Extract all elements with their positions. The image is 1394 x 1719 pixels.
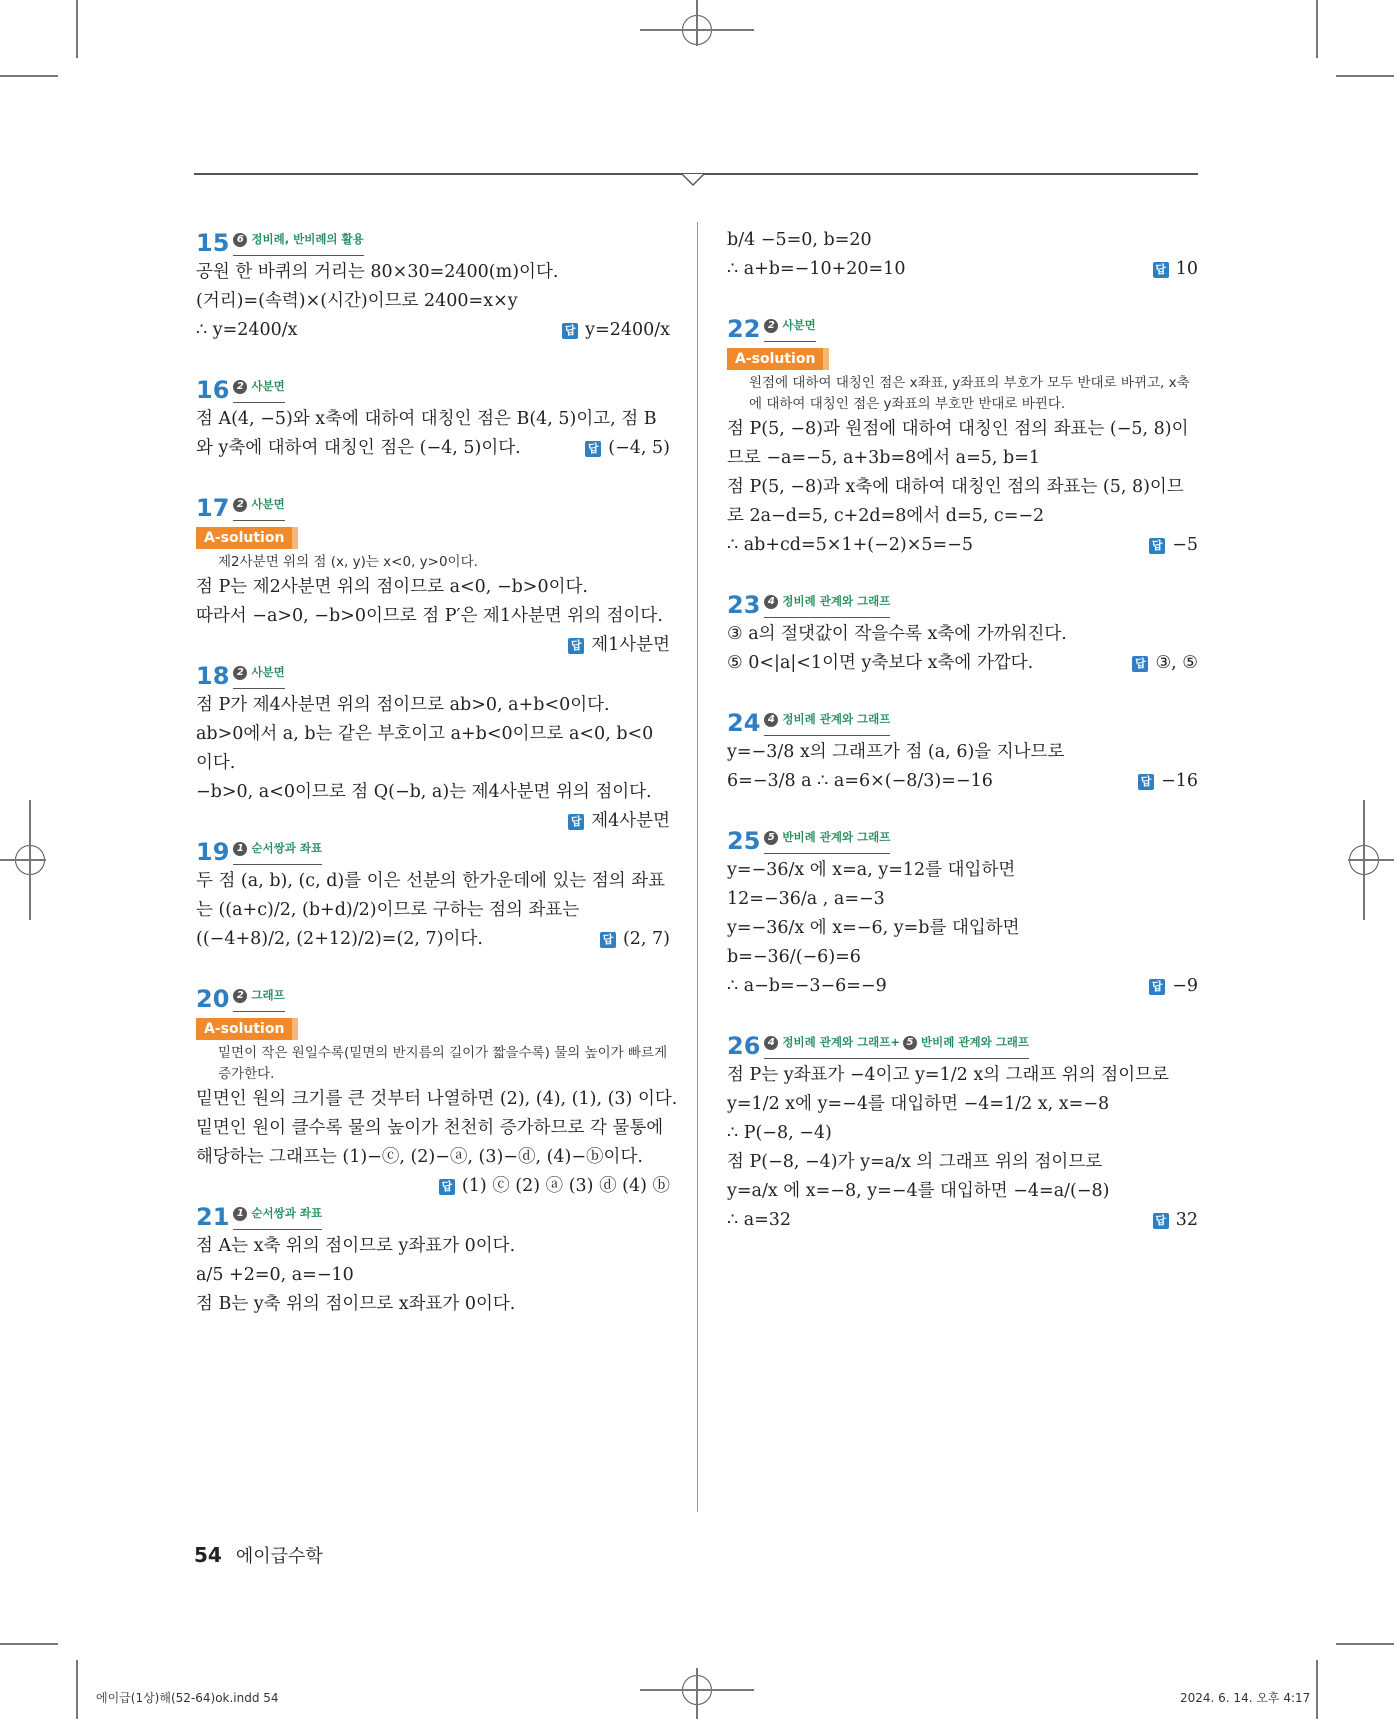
answer [585,434,670,463]
crop-mark [1336,75,1394,77]
solution-hint: 에 대하여 대칭인 점은 y좌표의 부호만 반대로 바뀐다. [749,396,1066,412]
problem-number: 23 [727,591,761,619]
solution-line [196,749,670,778]
topic-number-icon: 2 [233,989,247,1003]
problem-19 [196,829,670,954]
solution-text: b=−36/(−6)=6 [727,947,861,967]
answer [562,316,670,345]
topic-label: 순서쌍과 좌표 [251,1206,323,1220]
solution-line [196,573,670,602]
answer-value: −5 [1172,535,1198,555]
topic-label: 사분면 [251,379,285,393]
problem-header [196,220,670,256]
topic-number-icon: 5 [903,1036,917,1050]
topic-number-icon: 5 [764,831,778,845]
solution-text: (거리)=(속력)×(시간)이므로 2400=x×y [196,291,518,311]
solution-text: y=−36/x 에 x=−6, y=b를 대입하면 [727,918,1020,938]
solution-text: 12=−36/a , a=−3 [727,889,885,909]
topic-tag [233,225,363,256]
crop-mark [1336,1643,1394,1645]
solution-line [196,720,670,749]
solution-text: −b>0, a<0이므로 점 Q(−b, a)는 제4사분면 위의 점이다. [196,782,652,802]
topic-number-icon: 1 [233,1207,247,1221]
solution-text: b/4 −5=0, b=20 [727,230,872,250]
solution-line [727,1061,1198,1090]
solution-line [196,258,670,287]
topic-tag [764,1028,1029,1059]
solution-line [727,738,1198,767]
solution-line [196,287,670,316]
solution-line [727,473,1198,502]
topic-label: 정비례 관계와 그래프+ [782,1035,901,1049]
problem-number: 24 [727,709,761,737]
solution-line [727,885,1198,914]
solution-text: 밑면인 원이 클수록 물의 높이가 천천히 증가하므로 각 물통에 [196,1118,664,1138]
a-solution-badge: A-solution [196,527,298,549]
solution-line [196,925,670,954]
problem-18 [196,653,670,831]
solution-text: 두 점 (a, b), (c, d)를 이은 선분의 한가운데에 있는 점의 좌표 [196,871,666,891]
left-column [196,220,678,1319]
topic-number-icon: 6 [233,233,247,247]
answer-value: 32 [1175,1210,1198,1230]
topic-tag [233,490,284,521]
solution-line [196,691,670,720]
topic-tag [233,1199,322,1230]
solution-line [196,1085,678,1114]
solution-text: 이다. [196,753,236,773]
answer [1149,531,1198,560]
solution-hint: 제2사분면 위의 점 (x, y)는 x<0, y>0이다. [218,554,478,570]
topic-number-icon: 4 [764,713,778,727]
topic-number-icon: 4 [764,595,778,609]
a-solution-badge: A-solution [196,1018,298,1040]
solution-text: y=a/x 에 x=−8, y=−4를 대입하면 −4=a/(−8) [727,1181,1110,1201]
answer [568,807,670,836]
solution-line [727,226,1198,255]
answer-badge: 답 [1149,538,1165,554]
problem-16 [196,367,670,463]
solution-line [727,1090,1198,1119]
solution-line [196,405,670,434]
problem-header [196,367,670,403]
solution-line [727,502,1198,531]
answer-badge: 답 [1149,979,1165,995]
answer-value: (1) ⓒ (2) ⓐ (3) ⓓ (4) ⓑ [461,1176,670,1196]
problem-number: 15 [196,229,230,257]
problem-21 [196,1194,670,1319]
solution-text: ∴ P(−8, −4) [727,1123,832,1143]
problem-header [196,485,670,521]
solution-text: 점 P는 제2사분면 위의 점이므로 a<0, −b>0이다. [196,577,588,597]
solution-text: ⑤ 0<|a|<1이면 y축보다 x축에 가깝다. [727,653,1034,673]
solution-text: a/5 +2=0, a=−10 [196,1265,354,1285]
solution-line [196,434,670,463]
topic-number-icon: 2 [233,666,247,680]
solution-text: y=−36/x 에 x=a, y=12를 대입하면 [727,860,1016,880]
answer-value: (−4, 5) [608,438,670,458]
solution-line [196,1143,670,1172]
topic-label: 반비례 관계와 그래프 [921,1035,1030,1049]
solution-text: 해당하는 그래프는 (1)−ⓒ, (2)−ⓐ, (3)−ⓓ, (4)−ⓑ이다. [196,1147,643,1167]
problem-number: 19 [196,838,230,866]
solution-line [727,531,1198,560]
problem-number: 20 [196,985,230,1013]
solution-line [196,867,670,896]
topic-number-icon: 4 [764,1036,778,1050]
solution-text: 따라서 −a>0, −b>0이므로 점 P′은 제1사분면 위의 점이다. [196,606,663,626]
answer-value: −9 [1172,976,1198,996]
problem-23 [727,582,1198,678]
problem-24 [727,700,1198,796]
problem-number: 16 [196,376,230,404]
solution-text: y=1/2 x에 y=−4를 대입하면 −4=1/2 x, x=−8 [727,1094,1110,1114]
problem-22 [727,306,1198,560]
topic-tag [764,823,890,854]
solution-text: y=−3/8 x의 그래프가 점 (a, 6)을 지나므로 [727,742,1065,762]
solution-text: ∴ ab+cd=5×1+(−2)×5=−5 [727,535,973,555]
book-title: 에이급수학 [235,1546,323,1567]
solution-line [727,972,1198,1001]
problem-number: 25 [727,827,761,855]
solution-text: 공원 한 바퀴의 거리는 80×30=2400(m)이다. [196,262,559,282]
solution-line [727,1148,1198,1177]
registration-mark [696,0,698,46]
solution-line [727,1119,1198,1148]
solution-line [727,1177,1198,1206]
solution-line [727,649,1198,678]
solution-text: 점 P는 y좌표가 −4이고 y=1/2 x의 그래프 위의 점이므로 [727,1065,1169,1085]
problem-number: 18 [196,662,230,690]
solution-line [727,943,1198,972]
solution-text: 점 P(5, −8)과 x축에 대하여 대칭인 점의 좌표는 (5, 8)이므 [727,477,1184,497]
solution-line [727,415,1198,444]
problem-15 [196,220,670,345]
solution-text: 므로 −a=−5, a+3b=8에서 a=5, b=1 [727,448,1041,468]
topic-label: 사분면 [782,318,816,332]
problem-header [727,818,1198,854]
slug-timestamp: 2024. 6. 14. 오후 4:17 [1180,1691,1311,1705]
topic-label: 반비례 관계와 그래프 [782,830,891,844]
solution-line [196,1232,670,1261]
solution-line [196,1114,670,1143]
problem-17 [196,485,670,655]
a-solution-badge: A-solution [727,348,829,370]
topic-label: 정비례 관계와 그래프 [782,594,891,608]
topic-number-icon: 2 [233,380,247,394]
column-separator [697,222,698,1512]
solution-text: ③ a의 절댓값이 작을수록 x축에 가까워진다. [727,624,1067,644]
topic-tag [233,981,284,1012]
topic-label: 정비례, 반비례의 활용 [251,232,364,246]
topic-tag [764,587,890,618]
answer-badge: 답 [1153,1213,1169,1229]
problem-header [196,976,670,1012]
answer-badge: 답 [1132,656,1148,672]
answer [1132,649,1198,678]
problem-header [727,582,1198,618]
solution-text: ∴ a+b=−10+20=10 [727,259,906,279]
answer-value: (2, 7) [622,929,670,949]
solution-line [196,1290,670,1319]
solution-text: 점 P가 제4사분면 위의 점이므로 ab>0, a+b<0이다. [196,695,610,715]
solution-text: ((−4+8)/2, (2+12)/2)=(2, 7)이다. [196,929,483,949]
right-column [727,226,1198,1235]
solution-text: 밑면인 원의 크기를 큰 것부터 나열하면 (2), (4), (1), (3) 이다. [196,1089,678,1109]
solution-line [727,255,1198,284]
topic-label: 그래프 [251,988,285,1002]
slug-file: 에이급(1상)해(52-64)ok.indd 54 [96,1691,279,1705]
solution-text: 6=−3/8 a ∴ a=6×(−8/3)=−16 [727,771,993,791]
answer-badge: 답 [1153,262,1169,278]
answer [1153,255,1198,284]
answer [1149,972,1198,1001]
solution-line [727,856,1198,885]
problem-25 [727,818,1198,1001]
solution-text: 로 2a−d=5, c+2d=8에서 d=5, c=−2 [727,506,1045,526]
solution-line [196,1261,670,1290]
solution-line [727,914,1198,943]
topic-label: 순서쌍과 좌표 [251,841,323,855]
solution-text: 점 P(−8, −4)가 y=a/x 의 그래프 위의 점이므로 [727,1152,1103,1172]
topic-number-icon: 1 [233,842,247,856]
solution-text: 와 y축에 대하여 대칭인 점은 (−4, 5)이다. [196,438,521,458]
topic-tag [764,705,890,736]
answer [1153,1206,1198,1235]
answer-value: 제1사분면 [591,635,670,655]
topic-label: 정비례 관계와 그래프 [782,712,891,726]
crop-mark [1316,1660,1318,1719]
solution-text: 점 B는 y축 위의 점이므로 x좌표가 0이다. [196,1294,516,1314]
answer-badge: 답 [568,814,584,830]
solution-hint: 밑면이 작은 원일수록(밑면의 반지름의 길이가 짧을수록) 물의 높이가 빠르게 [218,1045,668,1061]
page-footer [194,1542,323,1568]
problem-number: 17 [196,494,230,522]
topic-label: 사분면 [251,665,285,679]
registration-mark [696,1668,698,1719]
answer-badge: 답 [439,1179,455,1195]
solution-hint: 원점에 대하여 대칭인 점은 x좌표, y좌표의 부호가 모두 반대로 바뀌고, x축 [749,375,1190,391]
problem-21-continued [727,226,1198,284]
topic-tag [764,311,815,342]
solution-line [196,602,670,631]
solution-text: ∴ a−b=−3−6=−9 [727,976,887,996]
page-number: 54 [194,1543,222,1567]
solution-line [727,767,1198,796]
solution-line [196,896,670,925]
answer-badge: 답 [585,441,601,457]
solution-text: ∴ a=32 [727,1210,792,1230]
registration-mark [29,800,31,920]
header-notch-inner [683,174,703,184]
topic-label: 사분면 [251,497,285,511]
answer-value: 제4사분면 [591,811,670,831]
crop-mark [76,1660,78,1719]
problem-20 [196,976,678,1196]
solution-line [196,316,670,345]
topic-number-icon: 2 [764,319,778,333]
solution-line [727,620,1198,649]
solution-line [727,1206,1198,1235]
solution-hint: 증가한다. [218,1066,275,1082]
solution-line [727,444,1198,473]
problem-header [727,700,1198,736]
problem-header [727,1023,1198,1059]
answer-value: −16 [1161,771,1198,791]
topic-tag [233,372,284,403]
registration-mark [1363,800,1365,920]
solution-text: 점 P(5, −8)과 원점에 대하여 대칭인 점의 좌표는 (−5, 8)이 [727,419,1189,439]
topic-tag [233,834,322,865]
answer-badge: 답 [1138,774,1154,790]
solution-text: ∴ y=2400/x [196,320,298,340]
registration-mark [1348,859,1394,861]
crop-mark [0,75,58,77]
crop-mark [0,1643,58,1645]
solution-text: 점 A(4, −5)와 x축에 대하여 대칭인 점은 B(4, 5)이고, 점 B [196,409,657,429]
answer-badge: 답 [562,323,578,339]
answer-value: 10 [1175,259,1198,279]
answer [439,1172,670,1201]
answer [568,631,670,660]
crop-mark [76,0,78,58]
topic-number-icon: 2 [233,498,247,512]
solution-line [196,778,670,807]
answer-value: ③, ⑤ [1155,653,1198,673]
answer-badge: 답 [568,638,584,654]
problem-number: 26 [727,1032,761,1060]
problem-header [727,306,1198,342]
topic-tag [233,658,284,689]
answer [1138,767,1198,796]
problem-26 [727,1023,1198,1235]
answer-badge: 답 [600,932,616,948]
solution-text: 점 A는 x축 위의 점이므로 y좌표가 0이다. [196,1236,516,1256]
problem-number: 21 [196,1203,230,1231]
answer-value: y=2400/x [585,320,670,340]
crop-mark [1316,0,1318,58]
registration-mark [0,859,46,861]
problem-number: 22 [727,315,761,343]
solution-text: 는 ((a+c)/2, (b+d)/2)이므로 구하는 점의 좌표는 [196,900,580,920]
solution-text: ab>0에서 a, b는 같은 부호이고 a+b<0이므로 a<0, b<0 [196,724,654,744]
answer [600,925,670,954]
